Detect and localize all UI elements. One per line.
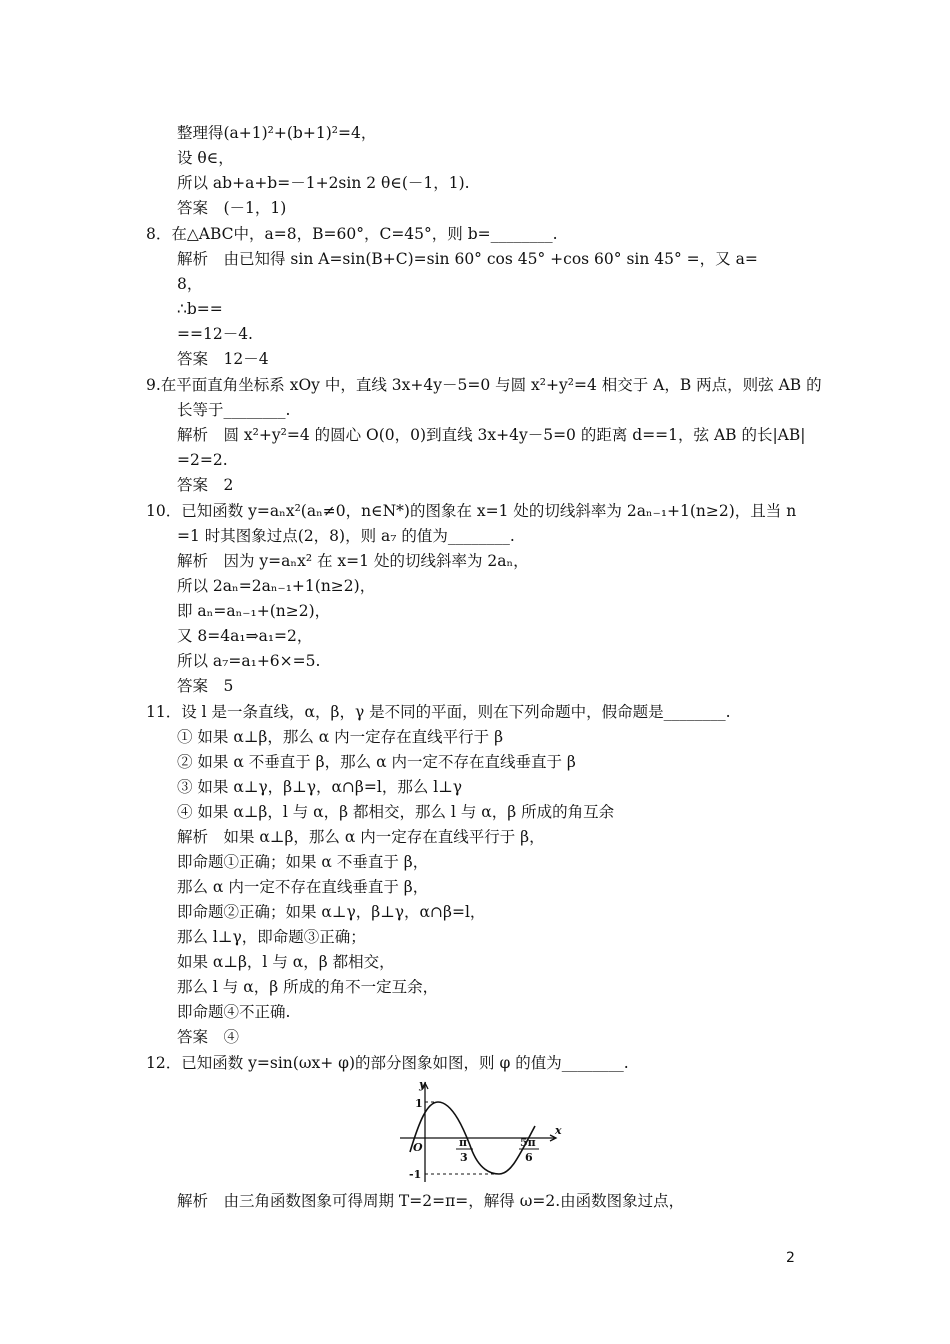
answer-line: 答案 12－4 bbox=[177, 350, 269, 368]
text-line: 8， bbox=[177, 275, 203, 293]
text-line: 即命题④不正确. bbox=[177, 1003, 291, 1021]
x-tick-2-numerator: 5π bbox=[520, 1136, 536, 1149]
text-line: 解析 如果 α⊥β，那么 α 内一定存在直线平行于 β， bbox=[177, 828, 545, 846]
text-line: 所以 a₇=a₁+6×=5. bbox=[177, 652, 321, 670]
question-10: 10．已知函数 y=aₙx²(aₙ≠0，n∈N*)的图象在 x=1 处的切线斜率为 2aₙ₋₁+1(n≥2)，且当 n bbox=[146, 502, 797, 520]
y-axis-label: y bbox=[419, 1078, 426, 1091]
question-11: 11．设 l 是一条直线，α，β，γ 是不同的平面，则在下列命题中，假命题是________. bbox=[146, 703, 731, 721]
option-line: ③ 如果 α⊥γ，β⊥γ，α∩β=l，那么 l⊥γ bbox=[177, 778, 463, 796]
x-tick-2-denominator: 6 bbox=[525, 1151, 533, 1164]
x-axis-label: x bbox=[555, 1124, 562, 1137]
text-line: 设 θ∈， bbox=[177, 149, 234, 167]
text-line: 长等于________. bbox=[177, 401, 291, 419]
page-number: 2 bbox=[786, 1250, 795, 1266]
text-line: 即命题②正确；如果 α⊥γ，β⊥γ，α∩β=l， bbox=[177, 903, 486, 921]
answer-line: 答案 2 bbox=[177, 476, 234, 494]
y-min-label: -1 bbox=[409, 1168, 422, 1181]
question-8: 8．在△ABC中，a=8，B=60°，C=45°，则 b=________. bbox=[146, 225, 558, 243]
text-line: 那么 l⊥γ，即命题③正确； bbox=[177, 928, 366, 946]
origin-label: O bbox=[413, 1141, 423, 1154]
text-line: 答案 (－1，1) bbox=[177, 199, 287, 217]
text-line: ∴b== bbox=[177, 300, 223, 318]
question-9: 9.在平面直角坐标系 xOy 中，直线 3x+4y－5=0 与圆 x²+y²=4 相交于 A，B 两点，则弦 AB 的 bbox=[146, 376, 822, 394]
text-line: =2=2. bbox=[177, 451, 228, 469]
text-line: 解析 由三角函数图象可得周期 T=2=π=，解得 ω=2.由函数图象过点， bbox=[177, 1192, 685, 1210]
text-line: 如果 α⊥β，l 与 α，β 都相交， bbox=[177, 953, 395, 971]
option-line: ② 如果 α 不垂直于 β，那么 α 内一定不存在直线垂直于 β bbox=[177, 753, 576, 771]
text-line: 整理得(a+1)²+(b+1)²=4， bbox=[177, 124, 377, 142]
text-line: =1 时其图象过点(2，8)，则 a₇ 的值为________. bbox=[177, 527, 515, 545]
sine-graph-figure bbox=[395, 1078, 565, 1186]
option-line: ① 如果 α⊥β，那么 α 内一定存在直线平行于 β bbox=[177, 728, 504, 746]
y-max-label: 1 bbox=[415, 1097, 423, 1110]
text-line: 又 8=4a₁⇒a₁=2， bbox=[177, 627, 313, 645]
x-tick-1-numerator: π bbox=[459, 1136, 468, 1149]
answer-line: 答案 ④ bbox=[177, 1028, 240, 1046]
x-tick-1-denominator: 3 bbox=[460, 1151, 468, 1164]
option-line: ④ 如果 α⊥β，l 与 α，β 都相交，那么 l 与 α，β 所成的角互余 bbox=[177, 803, 615, 821]
question-12: 12．已知函数 y=sin(ωx+ φ)的部分图象如图，则 φ 的值为________. bbox=[146, 1054, 629, 1072]
text-line: 解析 由已知得 sin A=sin(B+C)=sin 60° cos 45° +cos 60° sin 45° =，又 a= bbox=[177, 250, 758, 268]
text-line: 所以 2aₙ=2aₙ₋₁+1(n≥2)， bbox=[177, 577, 376, 595]
text-line: ==12－4. bbox=[177, 325, 253, 343]
answer-line: 答案 5 bbox=[177, 677, 234, 695]
text-line: 那么 l 与 α，β 所成的角不一定互余， bbox=[177, 978, 439, 996]
text-line: 即命题①正确；如果 α 不垂直于 β， bbox=[177, 853, 429, 871]
text-line: 那么 α 内一定不存在直线垂直于 β， bbox=[177, 878, 429, 896]
text-line: 即 aₙ=aₙ₋₁+(n≥2)， bbox=[177, 602, 331, 620]
text-line: 解析 圆 x²+y²=4 的圆心 O(0，0)到直线 3x+4y－5=0 的距离 d==1，弦 AB 的长|AB| bbox=[177, 426, 806, 444]
text-line: 所以 ab+a+b=－1+2sin 2 θ∈(－1，1). bbox=[177, 174, 470, 192]
text-line: 解析 因为 y=aₙx² 在 x=1 处的切线斜率为 2aₙ， bbox=[177, 552, 529, 570]
